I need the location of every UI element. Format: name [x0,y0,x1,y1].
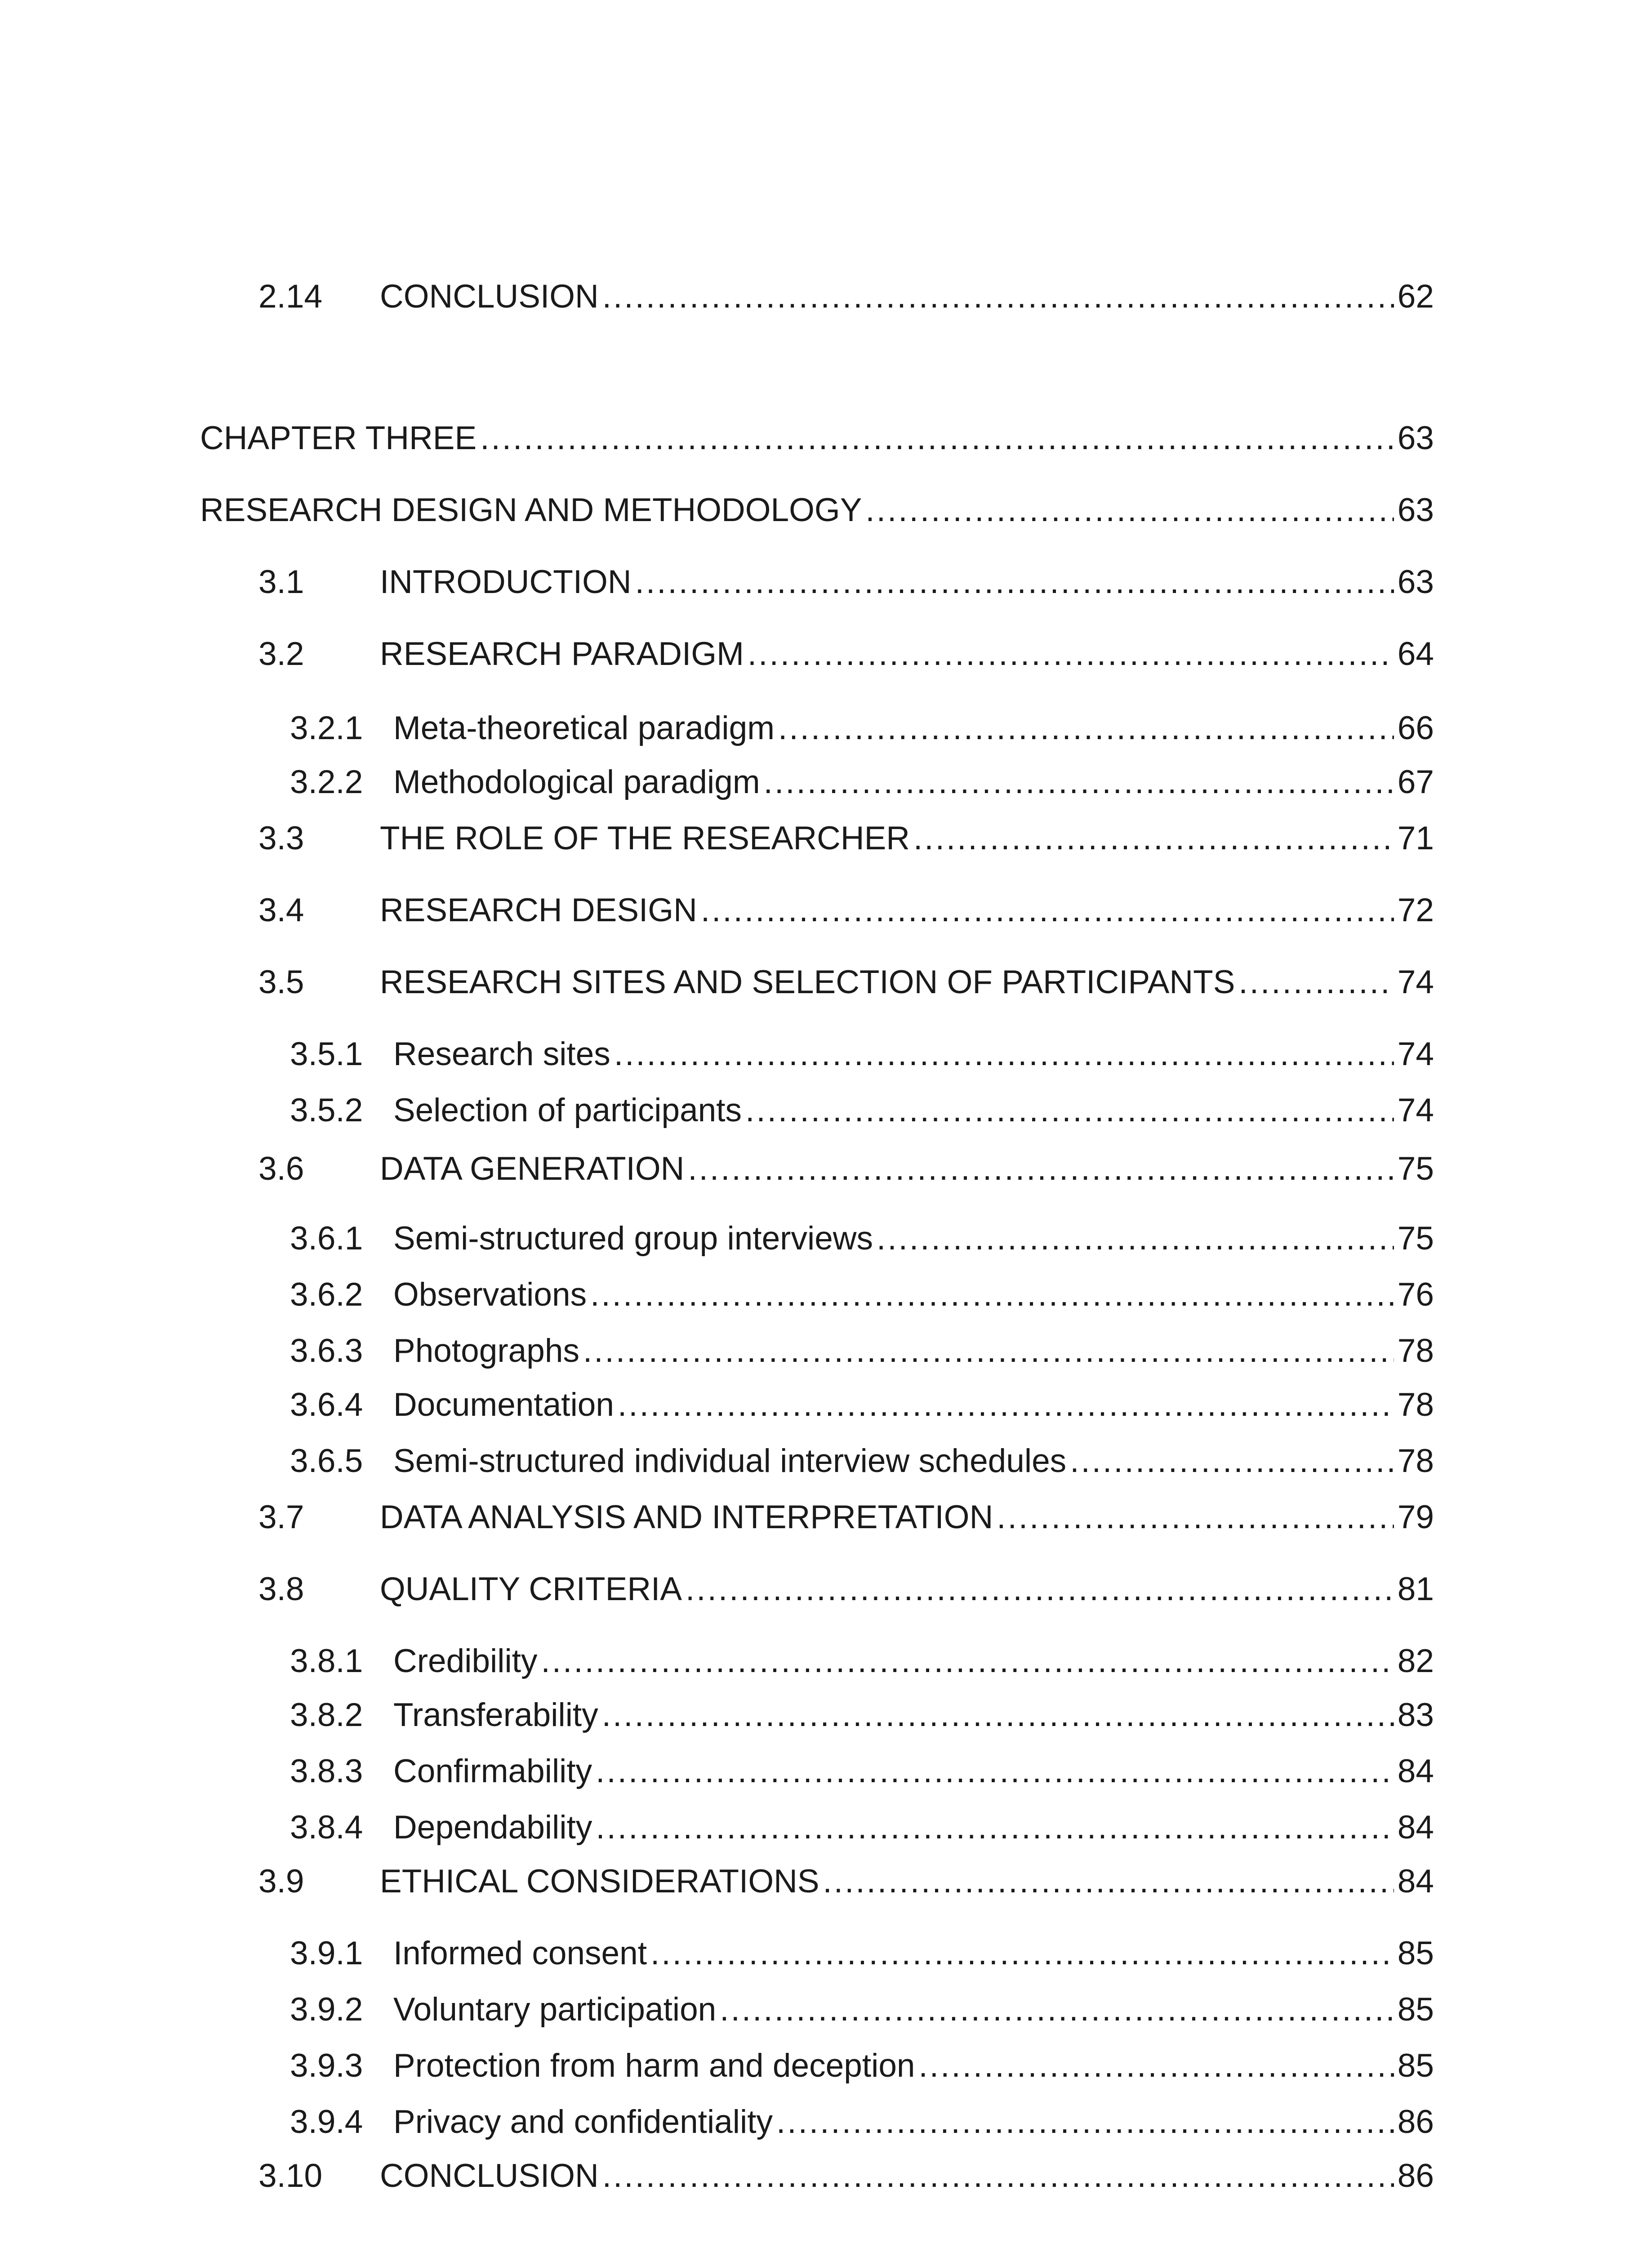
toc-entry [290,1639,1434,1684]
toc-entry-page-number: 66 [1397,710,1434,746]
toc-entry-title: CONCLUSION [380,278,599,315]
toc-entry-title: RESEARCH PARADIGM [380,636,744,672]
toc-entry [290,706,1434,751]
toc-entry [258,816,1434,861]
dot-leader [650,1931,1394,1976]
toc-entry-title: Documentation [393,1387,614,1423]
dot-leader [614,1032,1394,1077]
dot-leader [602,274,1394,319]
toc-entry-title: Semi-structured group interviews [393,1220,873,1257]
toc-entry-number: 3.2.2 [290,764,363,800]
dot-leader [776,2100,1394,2145]
toc-entry [258,1859,1434,1904]
dot-leader [764,760,1394,805]
dot-leader [602,2154,1394,2199]
dot-leader [590,1272,1394,1317]
toc-entry-title: Transferability [393,1697,598,1733]
toc-entry [290,1329,1434,1374]
dot-leader [778,706,1394,751]
toc-entry-page-number: 64 [1397,636,1434,672]
toc-entry-title: CONCLUSION [380,2158,599,2194]
dot-leader [919,2043,1394,2088]
dot-leader [1070,1439,1394,1484]
toc-entry-title: Voluntary participation [393,1991,717,2028]
toc-entry-page-number: 78 [1397,1387,1434,1423]
toc-entry-title: DATA ANALYSIS AND INTERPRETATION [380,1499,993,1535]
toc-entry-number: 3.6.3 [290,1333,363,1369]
dot-leader [748,632,1394,677]
toc-entry-page-number: 85 [1397,1991,1434,2028]
toc-entry-title: Methodological paradigm [393,764,760,800]
toc-entry-page-number: 63 [1397,564,1434,600]
dot-leader [823,1859,1394,1904]
toc-entry [200,416,1434,461]
toc-entry [290,1931,1434,1976]
toc-entry-page-number: 74 [1397,1092,1434,1128]
toc-entry-page-number: 79 [1397,1499,1434,1535]
toc-entry-title: Photographs [393,1333,579,1369]
toc-entry-number: 3.5 [258,964,304,1000]
dot-leader [745,1088,1394,1133]
toc-entry-number: 3.6 [258,1151,304,1187]
toc-entry-number: 3.8.3 [290,1753,363,1789]
toc-entry [290,1439,1434,1484]
toc-entry [258,1567,1434,1612]
dot-leader [865,488,1394,533]
toc-entry-number: 3.3 [258,820,304,856]
toc-entry-page-number: 84 [1397,1809,1434,1846]
toc-entry-number: 3.9.2 [290,1991,363,2028]
toc-entry-number: 3.2 [258,636,304,672]
toc-entry-title: QUALITY CRITERIA [380,1571,682,1607]
dot-leader [635,560,1394,605]
dot-leader [541,1639,1394,1684]
toc-entry [290,1805,1434,1850]
toc-entry [290,1216,1434,1261]
dot-leader [688,1146,1394,1191]
toc-entry-number: 3.8.4 [290,1809,363,1846]
toc-entry-number: 3.1 [258,564,304,600]
toc-entry-page-number: 81 [1397,1571,1434,1607]
toc-entry-number: 3.5.1 [290,1036,363,1072]
toc-entry [258,1495,1434,1540]
dot-leader [596,1749,1394,1794]
toc-entry-title: RESEARCH SITES AND SELECTION OF PARTICIPANTS [380,964,1235,1000]
toc-entry-title: Dependability [393,1809,592,1846]
toc-entry-title: DATA GENERATION [380,1151,685,1187]
dot-leader [596,1805,1394,1850]
toc-entry-number: 3.10 [258,2158,323,2194]
toc-entry-number: 3.6.5 [290,1443,363,1479]
dot-leader [997,1495,1394,1540]
toc-entry-number: 3.7 [258,1499,304,1535]
toc-entry-page-number: 78 [1397,1333,1434,1369]
toc-entry [290,2043,1434,2088]
toc-entry [290,2100,1434,2145]
toc-entry-title: THE ROLE OF THE RESEARCHER [380,820,910,856]
toc-entry-number: 3.6.4 [290,1387,363,1423]
toc-entry [258,960,1434,1005]
toc-entry-page-number: 86 [1397,2158,1434,2194]
toc-entry-number: 3.9 [258,1863,304,1900]
toc-entry [258,274,1434,319]
toc-entry [290,1749,1434,1794]
dot-leader [602,1693,1394,1738]
toc-entry-number: 3.6.2 [290,1276,363,1313]
toc-entry-number: 3.6.1 [290,1220,363,1257]
toc-entry [290,1987,1434,2032]
toc-entry-number: 3.8 [258,1571,304,1607]
toc-entry-number: 3.2.1 [290,710,363,746]
toc-entry-number: 3.4 [258,892,304,928]
toc-entry-title: RESEARCH DESIGN [380,892,697,928]
toc-entry-number: 3.5.2 [290,1092,363,1128]
toc-entry-title: Observations [393,1276,587,1313]
toc-entry-page-number: 74 [1397,1036,1434,1072]
toc-entry-title: Confirmability [393,1753,592,1789]
toc-entry-page-number: 84 [1397,1863,1434,1900]
toc-entry-number: 3.9.3 [290,2047,363,2084]
toc-entry-number: 3.8.1 [290,1643,363,1679]
dot-leader [913,816,1394,861]
toc-entry-title: Informed consent [393,1935,647,1971]
toc-entry [258,632,1434,677]
toc-entry-title: Research sites [393,1036,610,1072]
toc-entry [290,1088,1434,1133]
toc-entry-title: Selection of participants [393,1092,742,1128]
toc-entry-page-number: 76 [1397,1276,1434,1313]
toc-entry-page-number: 62 [1397,278,1434,315]
toc-entry [258,2154,1434,2199]
toc-entry-page-number: 72 [1397,892,1434,928]
toc-entry-number: 3.9.1 [290,1935,363,1971]
toc-entry [258,560,1434,605]
dot-leader [701,888,1394,933]
toc-entry-title: CHAPTER THREE [200,420,477,456]
toc-entry [290,1272,1434,1317]
toc-entry-number: 3.9.4 [290,2104,363,2140]
dot-leader [583,1329,1394,1374]
dot-leader [480,416,1394,461]
toc-entry [290,1693,1434,1738]
toc-entry-title: Protection from harm and deception [393,2047,915,2084]
toc-entry-page-number: 67 [1397,764,1434,800]
toc-entry [200,488,1434,533]
dot-leader [1238,960,1394,1005]
toc-entry-page-number: 86 [1397,2104,1434,2140]
toc-entry [258,1146,1434,1191]
toc-entry-page-number: 85 [1397,2047,1434,2084]
toc-entry-title: Semi-structured individual interview schedules [393,1443,1067,1479]
toc-entry [258,888,1434,933]
toc-entry-title: ETHICAL CONSIDERATIONS [380,1863,819,1900]
dot-leader [618,1383,1394,1427]
toc-entry-page-number: 84 [1397,1753,1434,1789]
toc-entry-page-number: 75 [1397,1151,1434,1187]
toc-entry-title: Credibility [393,1643,538,1679]
dot-leader [720,1987,1394,2032]
toc-entry-title: Meta-theoretical paradigm [393,710,775,746]
toc-entry-page-number: 63 [1397,420,1434,456]
toc-entry-number: 2.14 [258,278,323,315]
toc-entry [290,1032,1434,1077]
toc-entry-number: 3.8.2 [290,1697,363,1733]
toc-entry-page-number: 85 [1397,1935,1434,1971]
dot-leader [877,1216,1394,1261]
toc-entry-page-number: 74 [1397,964,1434,1000]
toc-entry-page-number: 82 [1397,1643,1434,1679]
toc-entry-page-number: 75 [1397,1220,1434,1257]
toc-entry-page-number: 63 [1397,492,1434,528]
toc-entry-page-number: 78 [1397,1443,1434,1479]
toc-entry-page-number: 71 [1397,820,1434,856]
toc-entry [290,1383,1434,1427]
toc-entry-title: RESEARCH DESIGN AND METHODOLOGY [200,492,862,528]
toc-entry-title: Privacy and confidentiality [393,2104,773,2140]
toc-entry-page-number: 83 [1397,1697,1434,1733]
toc-entry [290,760,1434,805]
dot-leader [686,1567,1394,1612]
toc-entry-title: INTRODUCTION [380,564,632,600]
